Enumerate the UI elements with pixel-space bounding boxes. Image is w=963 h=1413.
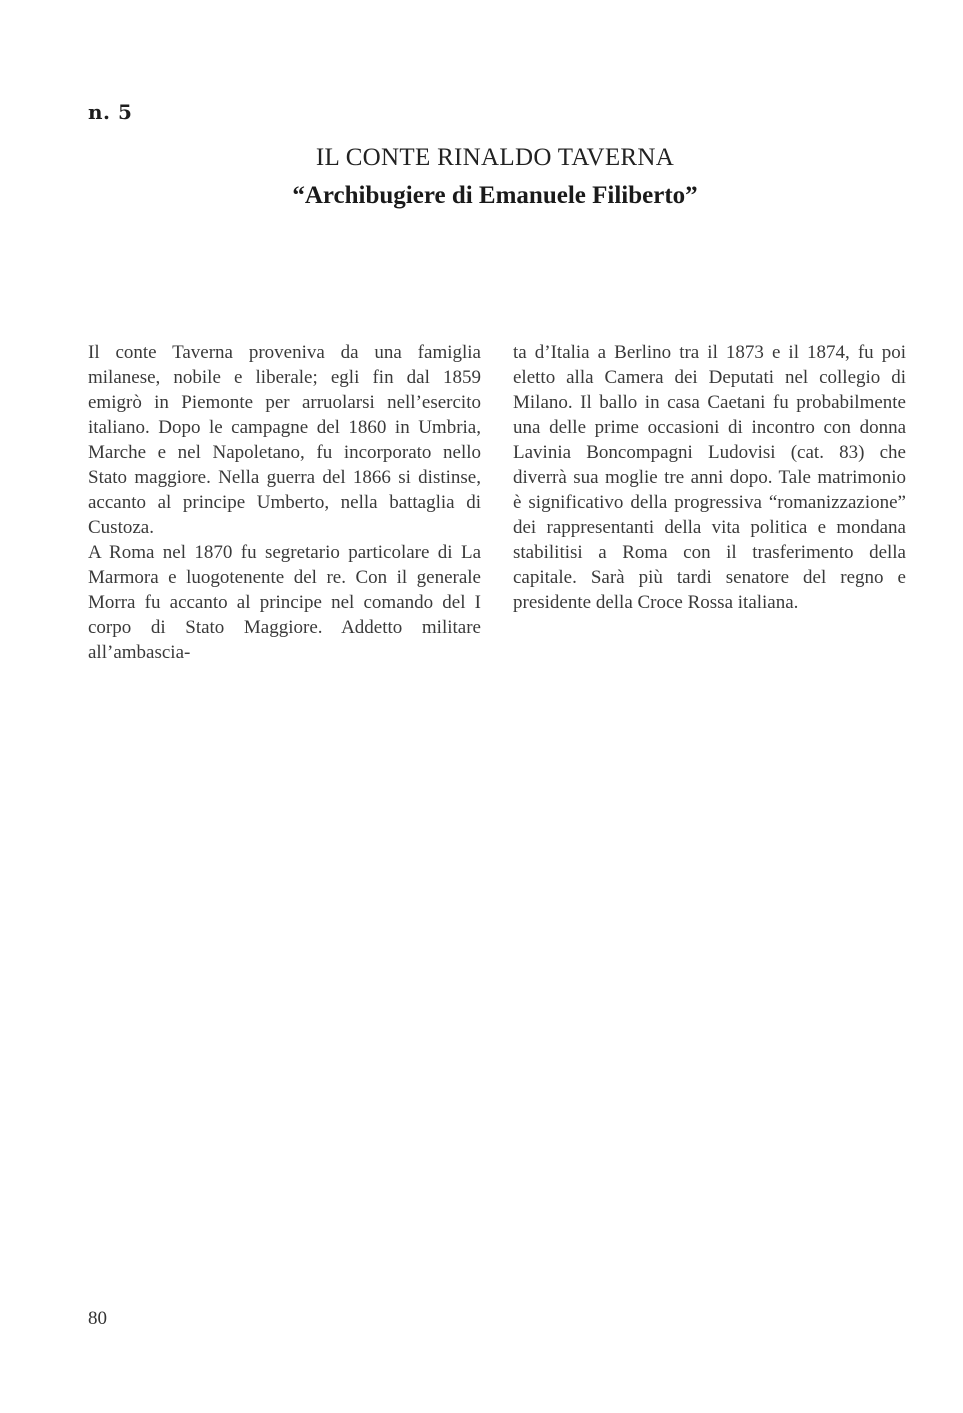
paragraph: Il conte Taverna proveniva da una famiglia milanese, nobile e liberale; egli fin dal 1859 emigrò in Piemonte per arruolarsi nell’esercito italiano. Dopo le campagne del 1860 in Umbria, Marche e nel Napoletano, fu incorporato nello Stato maggiore. Nella guerra del 1866 si distinse, accanto al principe Umberto, nella battaglia di Custoza. — [88, 342, 481, 538]
entry-number: n. 5 — [88, 100, 133, 124]
paragraph: A Roma nel 1870 fu segretario particolare di La Marmora e luogotenente del re. Con il generale Morra fu accanto al principe nel comando del I corpo di Stato Maggiore. Addetto militare all’ambascia- — [88, 542, 481, 663]
paragraph: ta d’Italia a Berlino tra il 1873 e il 1874, fu poi eletto alla Camera dei Deputati nel collegio di Milano. Il ballo in casa Caetani fu probabilmente una delle prime occasioni di incontro con donna Lavinia Boncompagni Ludovisi (cat. 83) che diverrà sua moglie tre anni dopo. Tale matrimonio è significativo della progressiva “romanizzazione” dei rappresentanti della vita politica e mondana stabilitisi a Roma con il trasferimento della capitale. Sarà più tardi senatore del regno e presidente della Croce Rossa italiana. — [513, 342, 906, 613]
right-column — [513, 340, 906, 665]
title-block — [0, 142, 963, 212]
left-column — [88, 340, 481, 665]
page-title: IL CONTE RINALDO TAVERNA — [315, 144, 675, 171]
page-number: 80 — [88, 1308, 107, 1329]
page-subtitle: “Archibugiere di Emanuele Filiberto” — [292, 182, 698, 209]
body-columns — [88, 340, 906, 665]
